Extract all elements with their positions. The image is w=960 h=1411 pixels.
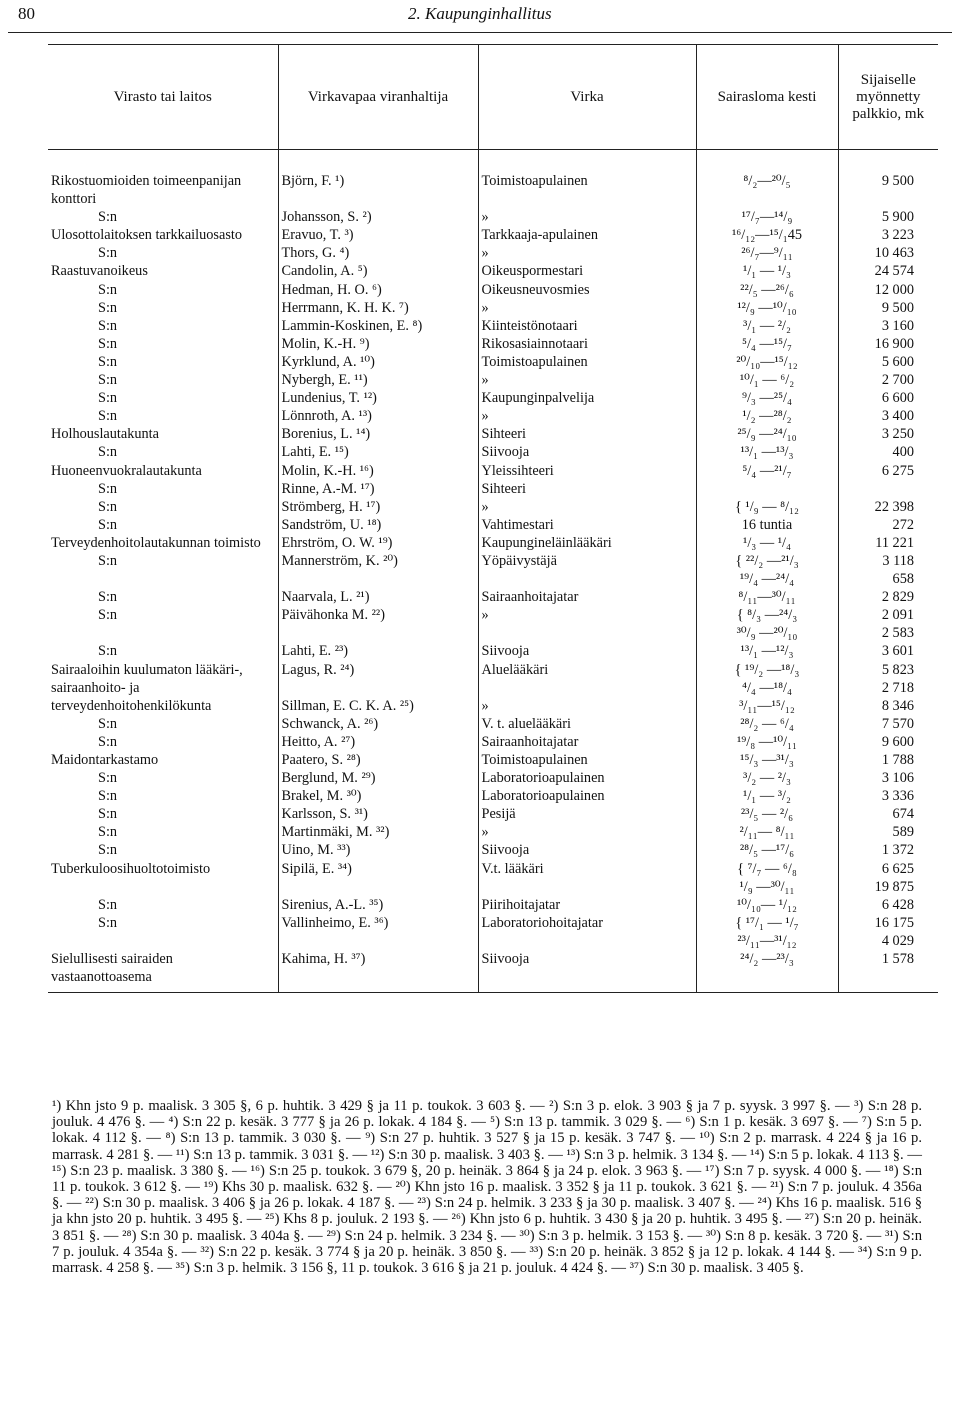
table-row: [48, 787, 938, 805]
fee-cell: 1 578: [838, 950, 938, 993]
table-row: [48, 389, 938, 407]
post-cell: »: [478, 208, 696, 226]
holder-cell: Borenius, L. ¹⁴): [278, 425, 478, 443]
period-cell: ²²/₅ —²⁶/₆: [696, 281, 838, 299]
table-row: [48, 606, 938, 642]
office-cell: S:n: [98, 806, 118, 823]
office-cell: Huoneenvuokralautakunta: [51, 462, 202, 479]
period-cell: ¹/₁ — ¹/₃: [696, 262, 838, 280]
post-cell: Piirihoitajatar: [478, 896, 696, 914]
holder-cell: Paatero, S. ²⁸): [278, 751, 478, 769]
office-cell: S:n: [98, 390, 118, 407]
table-row: [48, 733, 938, 751]
table-row: [48, 715, 938, 733]
post-cell: Sihteeri: [478, 480, 696, 498]
holder-cell: Lagus, R. ²⁴): [278, 661, 478, 697]
office-cell: S:n: [98, 715, 118, 732]
period-cell: ⁸/₂—²⁰/₅: [696, 150, 838, 209]
office-cell: S:n: [98, 607, 118, 624]
table-row: [48, 498, 938, 516]
holder-cell: Hedman, H. O. ⁶): [278, 281, 478, 299]
table-row: [48, 805, 938, 823]
fee-cell: 6 625 19 875: [838, 860, 938, 896]
holder-cell: Kahima, H. ³⁷): [278, 950, 478, 993]
table-row: [48, 697, 938, 715]
office-cell: S:n: [98, 408, 118, 425]
holder-cell: Molin, K.-H. ¹⁶): [278, 462, 478, 480]
office-cell: Sielullisesti sairaiden vastaanottoasema: [48, 950, 278, 993]
period-cell: ¹⁰/₁₀— ¹/₁₂: [696, 896, 838, 914]
office-cell: S:n: [98, 643, 118, 660]
post-cell: »: [478, 371, 696, 389]
period-cell: ³/₁ — ²/₂: [696, 317, 838, 335]
post-cell: Oikeuspormestari: [478, 262, 696, 280]
holder-cell: Päivähonka M. ²²): [278, 606, 478, 642]
office-cell: Terveydenhoitolautakunnan toimisto: [51, 534, 261, 551]
fee-cell: 1 372: [838, 841, 938, 859]
fee-cell: [838, 480, 938, 498]
table-row: [48, 769, 938, 787]
office-cell: Sairaaloihin kuulumaton lääkäri-, sairaanhoito- ja: [51, 661, 243, 696]
office-cell: S:n: [98, 589, 118, 606]
holder-cell: Karlsson, S. ³¹): [278, 805, 478, 823]
period-cell: ⁵/₄ —²¹/₇: [696, 462, 838, 480]
office-cell: S:n: [98, 281, 118, 298]
holder-cell: Eravuo, T. ³): [278, 226, 478, 244]
table-row: [48, 208, 938, 226]
period-cell: ²³/₅ — ²/₆: [696, 805, 838, 823]
fee-cell: 16 175 4 029: [838, 914, 938, 950]
holder-cell: Lönnroth, A. ¹³): [278, 407, 478, 425]
table-row: [48, 353, 938, 371]
office-cell: S:n: [98, 516, 118, 533]
post-cell: Sihteeri: [478, 425, 696, 443]
table-row: [48, 443, 938, 461]
period-cell: ²⁸/₅ —¹⁷/₆: [696, 841, 838, 859]
office-cell: Raastuvanoikeus: [51, 263, 148, 280]
period-cell: 16 tuntia: [696, 516, 838, 534]
post-cell: Laboratoriohoitajatar: [478, 914, 696, 950]
post-cell: »: [478, 498, 696, 516]
holder-cell: Sipilä, E. ³⁴): [278, 860, 478, 896]
office-cell: S:n: [98, 842, 118, 859]
table-row: [48, 950, 938, 993]
fee-cell: 2 091 2 583: [838, 606, 938, 642]
holder-cell: Lammin-Koskinen, E. ⁸): [278, 317, 478, 335]
holder-cell: Johansson, S. ²): [278, 208, 478, 226]
office-cell: S:n: [98, 824, 118, 841]
holder-cell: Ehrström, O. W. ¹⁹): [278, 534, 478, 552]
table-row: [48, 226, 938, 244]
fee-cell: 6 275: [838, 462, 938, 480]
fee-cell: 400: [838, 443, 938, 461]
post-cell: Sairaanhoitajatar: [478, 733, 696, 751]
table-row: [48, 317, 938, 335]
post-cell: »: [478, 407, 696, 425]
table-row: [48, 150, 938, 209]
holder-cell: Vallinheimo, E. ³⁶): [278, 914, 478, 950]
period-cell: ¹/₃ — ¹/₄: [696, 534, 838, 552]
period-cell: { ¹/₉ — ⁸/₁₂: [696, 498, 838, 516]
holder-cell: Sirenius, A.-L. ³⁵): [278, 896, 478, 914]
post-cell: Oikeusneuvosmies: [478, 281, 696, 299]
col-header-post: Virka: [478, 45, 696, 150]
office-cell: S:n: [98, 498, 118, 515]
office-cell: Rikostuomioiden toimeenpanijan konttori: [51, 173, 242, 208]
table-row: [48, 534, 938, 552]
table-row: [48, 462, 938, 480]
holder-cell: Schwanck, A. ²⁶): [278, 715, 478, 733]
post-cell: Pesijä: [478, 805, 696, 823]
post-cell: Aluelääkäri: [478, 661, 696, 697]
fee-cell: 2 829: [838, 588, 938, 606]
table-row: [48, 407, 938, 425]
post-cell: Yleissihteeri: [478, 462, 696, 480]
col-header-fee: Sijaiselle myönnetty palkkio, mk: [838, 45, 938, 150]
table-row: [48, 244, 938, 262]
post-cell: »: [478, 823, 696, 841]
holder-cell: Martinmäki, M. ³²): [278, 823, 478, 841]
fee-cell: 7 570: [838, 715, 938, 733]
period-cell: ⁹/₃ —²⁵/₄: [696, 389, 838, 407]
holder-cell: Rinne, A.-M. ¹⁷): [278, 480, 478, 498]
table-row: [48, 860, 938, 896]
period-cell: ¹²/₉ —¹⁰/₁₀: [696, 299, 838, 317]
holder-cell: Nybergh, E. ¹¹): [278, 371, 478, 389]
period-cell: { ²²/₂ —²¹/₃ ¹⁹/₄ —²⁴/₄: [696, 552, 838, 588]
fee-cell: 3 336: [838, 787, 938, 805]
office-cell: S:n: [98, 733, 118, 750]
table-row: [48, 425, 938, 443]
fee-cell: 3 106: [838, 769, 938, 787]
fee-cell: 12 000: [838, 281, 938, 299]
fee-cell: 11 221: [838, 534, 938, 552]
table-row: [48, 371, 938, 389]
table-row: [48, 299, 938, 317]
holder-cell: Strömberg, H. ¹⁷): [278, 498, 478, 516]
office-cell: S:n: [98, 914, 118, 931]
table-row: [48, 751, 938, 769]
table-row: [48, 588, 938, 606]
table-row: [48, 552, 938, 588]
fee-cell: 3 400: [838, 407, 938, 425]
post-cell: Yöpäivystäjä: [478, 552, 696, 588]
period-cell: ²⁵/₉ —²⁴/₁₀: [696, 425, 838, 443]
period-cell: ³/₁₁—¹⁵/₁₂: [696, 697, 838, 715]
footnotes: ¹) Khn jsto 9 p. maalisk. 3 305 §, 6 p. huhtik. 3 429 § ja 11 p. toukok. 3 603 §. — ²) S:n 3 p. elok. 3 903 § ja 7 p. syysk. 3 997 §. — ³) S:n 28 p. jouluk. 4 476 §. — ⁴) S:n 22 p. kesäk. 3 777 § ja 26 p. lokak. 4 184 §. — ⁵) S:n 13 p. tammik. 3 029 §. — ⁶) S:n 1 p. kesäk. 3 697 §. — ⁷) S:n 5 p. lokak. 4 112 §. — ⁸) S:n 13 p. tammik. 3 030 §. — ⁹) S:n 27 p. huhtik. 3 527 § ja 15 p. kesäk. 3 747 §. — ¹⁰) S:n 2 p. marrask. 4 224 § ja 16 p. marrask. 4 281 §. — ¹¹) S:n 13 p. tammik. 3 031 §. — ¹²) S:n 30 p. maalisk. 3 403 §. — ¹³) S:n 3 p. helmik. 3 134 §. — ¹⁴) S:n 5 p. lokak. 4 113 §. — ¹⁵) S:n 23 p. maalisk. 3 380 §. — ¹⁶) S:n 25 p. toukok. 3 679 §, 20 p. heinäk. 3 864 § ja 24 p. elok. 3 963 §. — ¹⁷) S:n 7 p. syysk. 4 000 §. — ¹⁸) S:n 11 p. toukok. 3 612 §. — ¹⁹) Khs 30 p. maalisk. 632 §. — ²⁰) Khn jsto 16 p. maalisk. 3 352 § ja 11 p. toukok. 3 621 §. — ²¹) S:n 7 p. jouluk. 4 356a §. — ²²) S:n 30 p. maalisk. 3 406 § ja 26 p. lokak. 4 187 §. — ²³) S:n 24 p. helmik. 3 233 § ja 30 p. maalisk. 3 407 §. — ²⁴) Khs 16 p. maalisk. 516 § ja khn jsto 20 p. huhtik. 3 495 §. — ²⁵) Khs 8 p. jouluk. 2 193 §. — ²⁶) Khn jsto 6 p. huhtik. 3 430 § ja 20 p. huhtik. 3 495 §. — ²⁷) S:n 20 p. heinäk. 3 851 §. — ²⁸) S:n 30 p. maalisk. 3 404a §. — ²⁹) S:n 24 p. helmik. 3 234 §. — ³⁰) S:n 3 p. helmik. 3 153 §. — ³⁰) S:n 8 p. kesäk. 3 720 §. — ³¹) S:n 7 p. jouluk. 4 354a §. — ³²) S:n 22 p. kesäk. 3 774 § ja 20 p. heinäk. 3 850 §. — ³³) S:n 20 p. heinäk. 3 852 § ja 12 p. lokak. 4 144 §. — ³⁴) S:n 9 p. marrask. 4 258 §. — ³⁵) S:n 3 p. helmik. 3 156 §, 11 p. toukok. 3 616 § ja 21 p. jouluk. 4 424 §. — ³⁷) S:n 30 p. maalisk. 3 405 §.: [52, 1098, 922, 1277]
period-cell: ¹⁶/₁₂—¹⁵/₁45: [696, 226, 838, 244]
office-cell: S:n: [98, 480, 118, 497]
office-cell: Maidontarkastamo: [51, 752, 159, 768]
office-cell: S:n: [98, 552, 118, 569]
post-cell: Siivooja: [478, 950, 696, 993]
fee-cell: 5 900: [838, 208, 938, 226]
fee-cell: 3 118 658: [838, 552, 938, 588]
fee-cell: 589: [838, 823, 938, 841]
holder-cell: Björn, F. ¹): [278, 150, 478, 209]
office-cell: S:n: [98, 372, 118, 389]
fee-cell: 2 700: [838, 371, 938, 389]
period-cell: ²⁸/₂ — ⁶/₄: [696, 715, 838, 733]
period-cell: ³/₂ — ²/₃: [696, 769, 838, 787]
period-cell: ¹/₂ —²⁸/₂: [696, 407, 838, 425]
period-cell: { ¹⁷/₁ — ¹/₇ ²³/₁₁—³¹/₁₂: [696, 914, 838, 950]
holder-cell: Kyrklund, A. ¹⁰): [278, 353, 478, 371]
fee-cell: 9 600: [838, 733, 938, 751]
table-row: [48, 281, 938, 299]
holder-cell: Lahti, E. ²³): [278, 642, 478, 660]
post-cell: Laboratorioapulainen: [478, 769, 696, 787]
fee-cell: 16 900: [838, 335, 938, 353]
table-row: [48, 480, 938, 498]
post-cell: Toimistoapulainen: [478, 353, 696, 371]
table-row: [48, 914, 938, 950]
office-cell: S:n: [98, 299, 118, 316]
holder-cell: Lundenius, T. ¹²): [278, 389, 478, 407]
holder-cell: Brakel, M. ³⁰): [278, 787, 478, 805]
post-cell: Kaupunginpalvelija: [478, 389, 696, 407]
post-cell: Siivooja: [478, 841, 696, 859]
period-cell: ¹⁵/₃ —³¹/₃: [696, 751, 838, 769]
fee-cell: 3 223: [838, 226, 938, 244]
post-cell: »: [478, 697, 696, 715]
fee-cell: 6 428: [838, 896, 938, 914]
period-cell: ¹/₁ — ³/₂: [696, 787, 838, 805]
post-cell: Laboratorioapulainen: [478, 787, 696, 805]
office-cell: Tuberkuloosihuoltotoimisto: [51, 860, 211, 877]
holder-cell: Herrmann, K. H. K. ⁷): [278, 299, 478, 317]
table-row: [48, 516, 938, 534]
fee-cell: 22 398: [838, 498, 938, 516]
office-cell: S:n: [98, 788, 118, 805]
holder-cell: Lahti, E. ¹⁵): [278, 443, 478, 461]
fee-cell: 9 500: [838, 150, 938, 209]
period-cell: ²⁶/₇—⁹/₁₁: [696, 244, 838, 262]
post-cell: V. t. aluelääkäri: [478, 715, 696, 733]
post-cell: Tarkkaaja-apulainen: [478, 226, 696, 244]
office-cell: S:n: [98, 353, 118, 370]
col-header-office: Virasto tai laitos: [48, 45, 278, 150]
period-cell: ¹³/₁ —¹²/₃: [696, 642, 838, 660]
post-cell: Rikosasiainnotaari: [478, 335, 696, 353]
post-cell: Kaupungineläinlääkäri: [478, 534, 696, 552]
period-cell: { ¹⁹/₂ —¹⁸/₃ ⁴/₄ —¹⁸/₄: [696, 661, 838, 697]
fee-cell: 3 160: [838, 317, 938, 335]
holder-cell: Thors, G. ⁴): [278, 244, 478, 262]
office-cell: Holhouslautakunta: [51, 426, 160, 443]
office-cell: Ulosottolaitoksen tarkkailuosasto: [51, 227, 242, 244]
post-cell: Siivooja: [478, 642, 696, 660]
holder-cell: Candolin, A. ⁵): [278, 262, 478, 280]
office-cell: S:n: [98, 209, 118, 226]
fee-cell: 272: [838, 516, 938, 534]
post-cell: Sairaanhoitajatar: [478, 588, 696, 606]
post-cell: Toimistoapulainen: [478, 150, 696, 209]
table-row: [48, 841, 938, 859]
office-cell: S:n: [98, 770, 118, 787]
fee-cell: 24 574: [838, 262, 938, 280]
period-cell: ¹⁰/₁ — ⁶/₂: [696, 371, 838, 389]
office-cell: S:n: [98, 335, 118, 352]
fee-cell: 10 463: [838, 244, 938, 262]
fee-cell: 8 346: [838, 697, 938, 715]
running-header: 2. Kaupunginhallitus: [408, 4, 552, 23]
holder-cell: Heitto, A. ²⁷): [278, 733, 478, 751]
holder-cell: Sandström, U. ¹⁸): [278, 516, 478, 534]
table-row: [48, 642, 938, 660]
post-cell: Siivooja: [478, 443, 696, 461]
holder-cell: Uino, M. ³³): [278, 841, 478, 859]
table-row: [48, 262, 938, 280]
office-cell: S:n: [98, 245, 118, 262]
period-cell: ⁵/₄ —¹⁵/₇: [696, 335, 838, 353]
fee-cell: 5 600: [838, 353, 938, 371]
table-body: [48, 150, 938, 993]
table-row: [48, 661, 938, 697]
period-cell: ²/₁₁— ⁸/₁₁: [696, 823, 838, 841]
post-cell: Vahtimestari: [478, 516, 696, 534]
office-cell: S:n: [98, 317, 118, 334]
period-cell: ¹⁷/₇—¹⁴/₉: [696, 208, 838, 226]
period-cell: ⁸/₁₁—³⁰/₁₁: [696, 588, 838, 606]
fee-cell: 674: [838, 805, 938, 823]
fee-cell: 3 250: [838, 425, 938, 443]
col-header-period: Sairasloma kesti: [696, 45, 838, 150]
page-number: 80: [18, 4, 35, 23]
office-cell: terveydenhoitohenkilökunta: [51, 697, 212, 714]
post-cell: »: [478, 299, 696, 317]
post-cell: »: [478, 606, 696, 642]
period-cell: [696, 480, 838, 498]
period-cell: ¹³/₁ —¹³/₃: [696, 443, 838, 461]
holder-cell: Sillman, E. C. K. A. ²⁵): [278, 697, 478, 715]
col-header-holder: Virkavapaa viranhaltija: [278, 45, 478, 150]
period-cell: ²⁴/₂ —²³/₃: [696, 950, 838, 993]
fee-cell: 6 600: [838, 389, 938, 407]
holder-cell: Naarvala, L. ²¹): [278, 588, 478, 606]
period-cell: ²⁰/₁₀—¹⁵/₁₂: [696, 353, 838, 371]
table-row: [48, 335, 938, 353]
table-header-row: [48, 45, 938, 150]
holder-cell: Berglund, M. ²⁹): [278, 769, 478, 787]
period-cell: { ⁸/₃ —²⁴/₃ ³⁰/₉ —²⁰/₁₀: [696, 606, 838, 642]
header-rule: [8, 32, 952, 33]
fee-cell: 9 500: [838, 299, 938, 317]
holder-cell: Molin, K.-H. ⁹): [278, 335, 478, 353]
fee-cell: 5 823 2 718: [838, 661, 938, 697]
sick-leave-table: [48, 44, 938, 993]
period-cell: { ⁷/₇ — ⁶/₈ ¹/₉ —³⁰/₁₁: [696, 860, 838, 896]
holder-cell: Mannerström, K. ²⁰): [278, 552, 478, 588]
post-cell: V.t. lääkäri: [478, 860, 696, 896]
fee-cell: 3 601: [838, 642, 938, 660]
post-cell: Kiinteistönotaari: [478, 317, 696, 335]
table-row: [48, 896, 938, 914]
fee-cell: 1 788: [838, 751, 938, 769]
period-cell: ¹⁹/₈ —¹⁰/₁₁: [696, 733, 838, 751]
post-cell: Toimistoapulainen: [478, 751, 696, 769]
office-cell: S:n: [98, 444, 118, 461]
office-cell: S:n: [98, 896, 118, 913]
table-row: [48, 823, 938, 841]
post-cell: »: [478, 244, 696, 262]
